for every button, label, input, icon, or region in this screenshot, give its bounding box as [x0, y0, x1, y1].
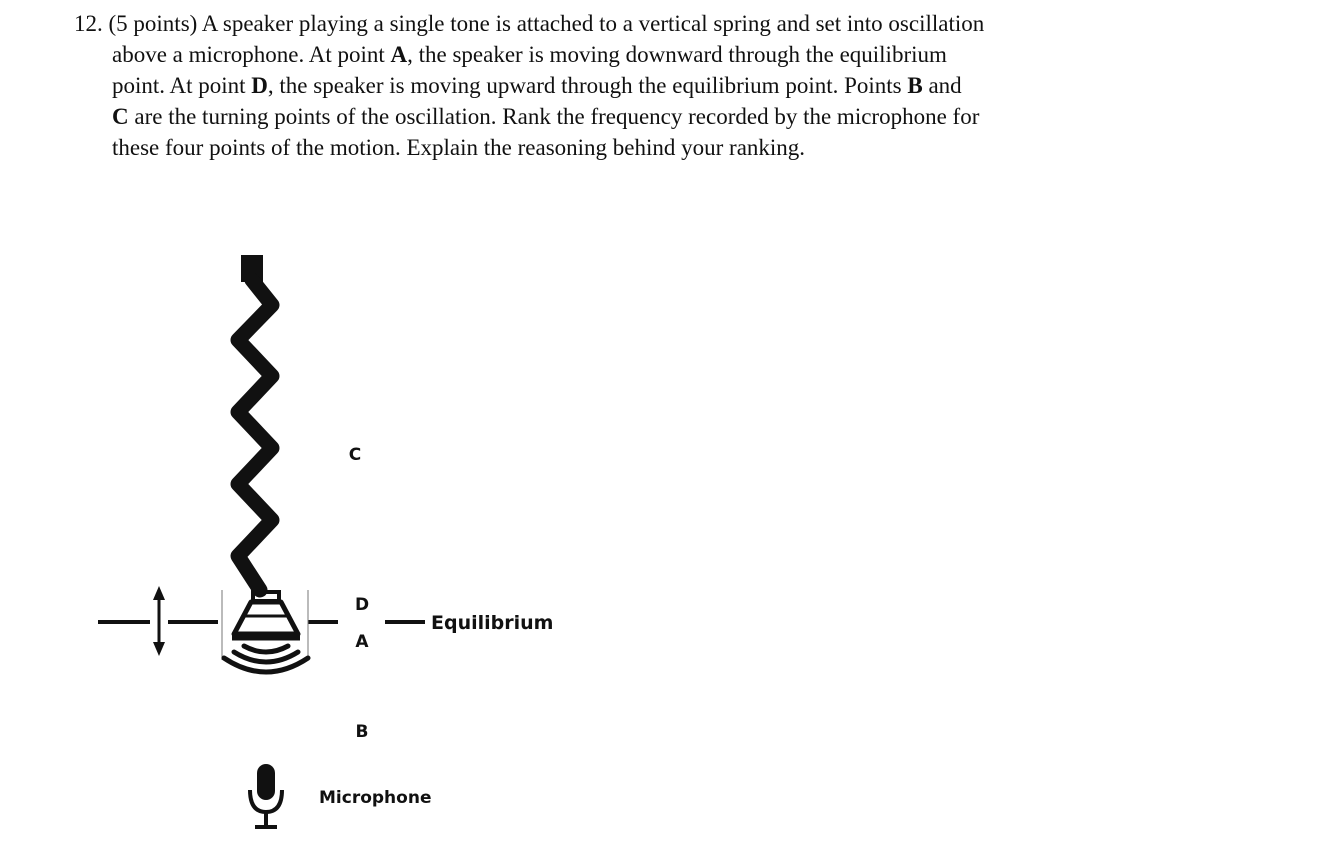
question-text-4: point. At point [112, 73, 252, 98]
label-a: A [355, 632, 369, 652]
point-c-ref: C [112, 104, 129, 129]
label-b: B [355, 722, 369, 742]
label-microphone: Microphone [319, 788, 432, 808]
question-text-2: above a microphone. At point [112, 42, 391, 67]
question-text-6: and [922, 73, 962, 98]
question-number: 12. [74, 11, 103, 36]
label-c: C [348, 445, 362, 465]
question-points: (5 points) [108, 11, 198, 36]
point-b-ref: B [907, 73, 923, 98]
question-text-3: , the speaker is moving downward through the equilibrium [407, 42, 947, 67]
label-equilibrium: Equilibrium [431, 612, 554, 634]
speaker-icon [222, 590, 308, 672]
question-text-5: , the speaker is moving upward through the equilibrium point. Points [267, 73, 908, 98]
point-a-ref: A [390, 42, 408, 67]
double-arrow-icon [153, 586, 165, 656]
microphone-icon [250, 764, 282, 827]
spring-coil-icon [238, 255, 272, 590]
question-text-1: A speaker playing a single tone is attached to a vertical spring and set into oscillation [201, 11, 985, 36]
point-d-ref: D [251, 73, 268, 98]
question-text-7: are the turning points of the oscillation. Rank the frequency recorded by the microphone for [128, 104, 980, 129]
question-text-8: these four points of the motion. Explain the reasoning behind your ranking. [112, 135, 806, 160]
label-d: D [354, 595, 370, 615]
